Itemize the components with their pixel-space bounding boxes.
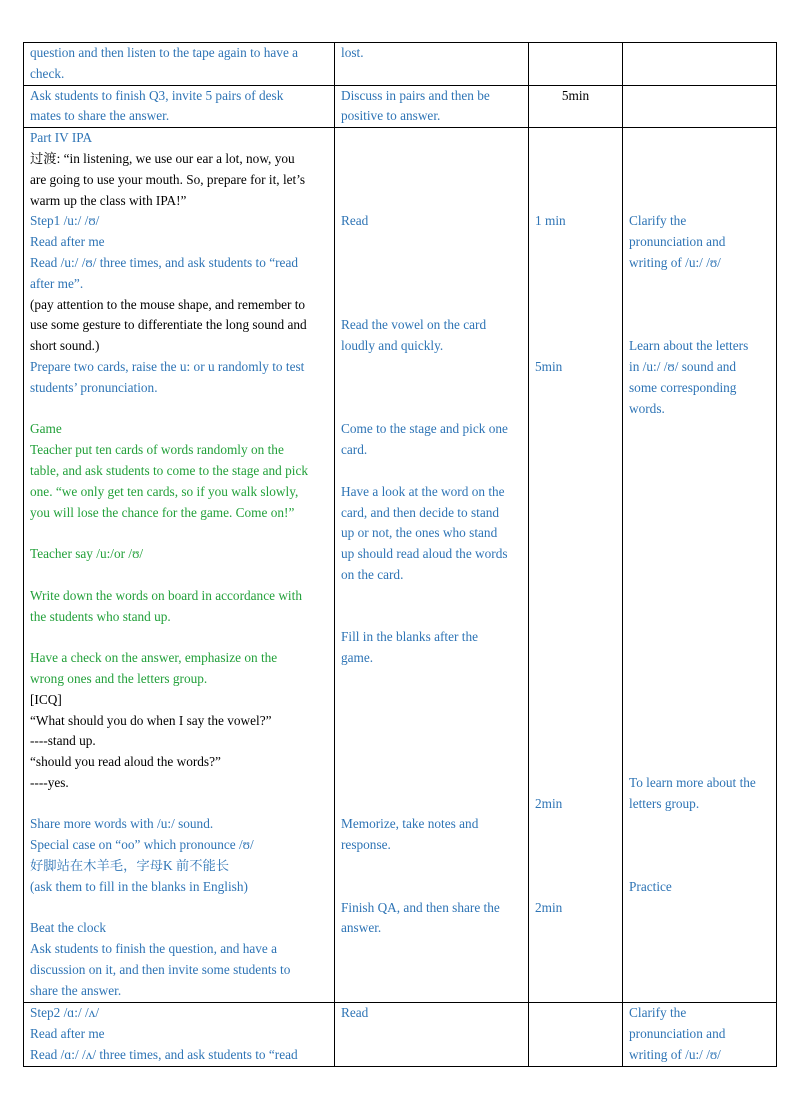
student-activity-cell	[335, 43, 529, 86]
text-line: table, and ask students to come to the stage and pick	[30, 462, 309, 478]
text-line: Read after me	[30, 234, 105, 250]
step-title: Step2 /ɑ:/ /ʌ/	[30, 1005, 100, 1021]
text-line: after me”.	[30, 275, 84, 291]
text-line: (pay attention to the mouse shape, and remember to	[30, 296, 306, 312]
text-line: Read after me	[30, 1025, 105, 1041]
text-line: pronunciation and	[629, 1025, 726, 1041]
text-line: mates to share the answer.	[30, 108, 170, 124]
text-line: up should read aloud the words	[341, 546, 508, 562]
time-cell	[529, 128, 623, 1003]
text-line: Read the vowel on the card	[341, 317, 487, 333]
text-line: use some gesture to differentiate the long sound and	[30, 317, 307, 333]
text-line: 过渡: “in listening, we use our ear a lot, now, you	[30, 150, 295, 166]
text-line: Ask students to finish the question, and have a	[30, 941, 278, 957]
teacher-activity-cell	[24, 85, 335, 128]
spacer	[30, 523, 328, 544]
text-line: Finish QA, and then share the	[341, 899, 500, 915]
text-line: Special case on “oo” which pronounce /ʊ/	[30, 837, 254, 853]
text-line: Discuss in pairs and then be	[341, 87, 490, 103]
text-line: on the card.	[341, 566, 404, 582]
text-line: Beat the clock	[30, 920, 107, 936]
text-line: Write down the words on board in accordance with	[30, 587, 302, 603]
text-line: Read /u:/ /ʊ/ three times, and ask students to “read	[30, 254, 298, 270]
text-line: pronunciation and	[629, 234, 726, 250]
time-value: 2min	[535, 899, 563, 915]
text-line: Have a check on the answer, emphasize on the	[30, 650, 278, 666]
text-line: Read /ɑ:/ /ʌ/ three times, and ask students to “read	[30, 1046, 298, 1062]
student-activity-cell	[335, 128, 529, 1003]
text-line: share the answer.	[30, 982, 122, 998]
text-line: some corresponding	[629, 379, 737, 395]
text-line: writing of /u:/ /ʊ/	[629, 254, 721, 270]
text-line: Clarify the	[629, 213, 687, 229]
text-line: wrong ones and the letters group.	[30, 670, 208, 686]
text-line: Read	[341, 1005, 369, 1021]
text-line: you will lose the chance for the game. Come on!”	[30, 504, 295, 520]
text-line: loudly and quickly.	[341, 338, 444, 354]
text-line: ----yes.	[30, 774, 69, 790]
text-line: in /u:/ /ʊ/ sound and	[629, 358, 737, 374]
spacer	[30, 565, 328, 586]
table-row	[24, 1003, 777, 1066]
time-cell	[529, 85, 623, 128]
spacer	[30, 399, 328, 420]
time-cell	[529, 1003, 623, 1066]
text-line: “What should you do when I say the vowel?”	[30, 712, 272, 728]
text-line: To learn more about the	[629, 774, 756, 790]
lesson-plan-table	[23, 42, 777, 1067]
text-line: Learn about the letters	[629, 338, 749, 354]
table-row	[24, 85, 777, 128]
teacher-activity-cell	[24, 128, 335, 1003]
text-line: lost.	[341, 45, 364, 60]
text-line: positive to answer.	[341, 108, 441, 124]
spacer	[30, 898, 328, 919]
game-title: Game	[30, 421, 62, 437]
text-line: Teacher say /u:/or /ʊ/	[30, 546, 144, 562]
text-line: game.	[341, 650, 374, 666]
text-line: Memorize, take notes and	[341, 816, 479, 832]
text-line: check.	[30, 65, 65, 81]
text-line: ----stand up.	[30, 733, 96, 749]
table-row	[24, 128, 777, 1003]
text-line: writing of /u:/ /ʊ/	[629, 1046, 721, 1062]
text-line: card, and then decide to stand	[341, 504, 500, 520]
text-line: Have a look at the word on the	[341, 483, 505, 499]
step-title: Step1 /u:/ /ʊ/	[30, 213, 100, 229]
student-activity-cell	[335, 1003, 529, 1066]
table-row	[24, 43, 777, 86]
text-line: Share more words with /u:/ sound.	[30, 816, 214, 832]
text-line: are going to use your mouth. So, prepare for it, let’s	[30, 171, 306, 187]
text-line: card.	[341, 442, 368, 458]
text-line: Ask students to finish Q3, invite 5 pairs of desk	[30, 87, 284, 103]
text-line: Fill in the blanks after the	[341, 629, 479, 645]
text-line: question and then listen to the tape again to have a	[30, 45, 299, 60]
text-line: Teacher put ten cards of words randomly on the	[30, 442, 284, 458]
text-line: discussion on it, and then invite some students to	[30, 962, 291, 978]
teacher-activity-cell	[24, 1003, 335, 1066]
text-line: letters group.	[629, 795, 700, 811]
text-line: Come to the stage and pick one	[341, 421, 508, 437]
text-line: response.	[341, 837, 391, 853]
text-line: (ask them to fill in the blanks in English)	[30, 878, 248, 894]
purpose-cell	[623, 128, 777, 1003]
spacer	[30, 794, 328, 815]
text-line: answer.	[341, 920, 382, 936]
purpose-cell	[623, 43, 777, 86]
time-value: 5min	[535, 358, 563, 374]
text-line: the students who stand up.	[30, 608, 171, 624]
time-value: 5min	[561, 87, 590, 103]
purpose-cell	[623, 1003, 777, 1066]
text-line: Prepare two cards, raise the u: or u randomly to test	[30, 358, 305, 374]
time-value: 1 min	[535, 213, 566, 229]
text-line: one. “we only get ten cards, so if you walk slowly,	[30, 483, 299, 499]
text-line: words.	[629, 400, 665, 416]
text-line: up or not, the ones who stand	[341, 525, 498, 541]
text-line: Clarify the	[629, 1005, 687, 1021]
text-line: students’ pronunciation.	[30, 379, 158, 395]
time-value: 2min	[535, 795, 563, 811]
text-line: warm up the class with IPA!”	[30, 192, 187, 208]
purpose-cell	[623, 85, 777, 128]
text-line: Practice	[629, 878, 672, 894]
text-line: “should you read aloud the words?”	[30, 754, 221, 770]
student-activity-cell	[335, 85, 529, 128]
teacher-activity-cell	[24, 43, 335, 86]
time-cell	[529, 43, 623, 86]
text-line: Read	[341, 213, 369, 229]
text-line: 好脚站在木羊毛，字母K 前不能长	[30, 858, 230, 874]
section-title: Part IV IPA	[30, 130, 93, 146]
text-line: short sound.)	[30, 338, 100, 354]
icq-label: [ICQ]	[30, 691, 62, 707]
spacer	[30, 627, 328, 648]
